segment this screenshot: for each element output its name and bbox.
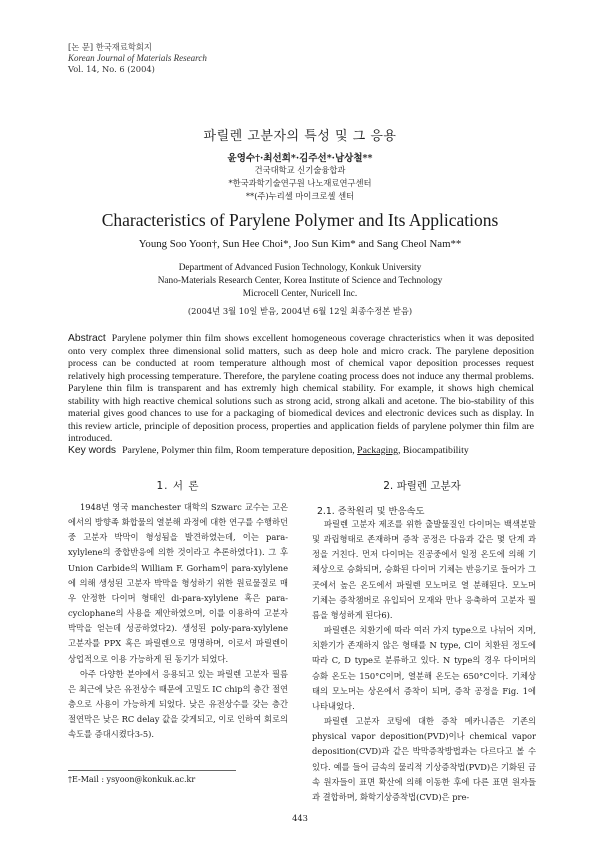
authors-english: Young Soo Yoon†, Sun Hee Choi*, Joo Sun Kim* and Sang Cheol Nam** <box>138 238 462 250</box>
abstract-label: Abstract <box>68 333 106 344</box>
affiliation-en-2: Nano-Materials Research Center, Korea Institute of Science and Technology <box>157 276 443 286</box>
journal-name-ko: [논 문] 한국재료학회지 <box>68 42 152 52</box>
keywords <box>68 444 534 457</box>
abstract <box>68 333 534 446</box>
abstract-text: Parylene polymer thin film shows excellent homogeneous coverage chracteristics when it was deposited onto very complex three dimensional solid matters, such as deep hole and micro crack. The parylene deposition process can be conducted at room temperature although most of chemical vapor deposition processes request relatively high processing temperature. Therefore, the parylene coating process does not induce any thermal problems. Parylene thin film is transparent and has extremly high chemical stability. For example, it shows high chemical stability with high reactive chemical solutions such as strong acid, strong alkali and acetone. The bio-stability of this material gives good chances to use for a packaging of biomedical devices and electronic devices such as display. In this review article, principle of deposition process, properties and application fields of parylene polymer thin film are introduced. <box>68 333 534 445</box>
keywords-text-end: , Biocampatibility <box>397 445 469 456</box>
affiliation-ko-1: 건국대학교 신기술융합과 <box>254 165 346 175</box>
title-korean: 파릴렌 고분자의 특성 및 그 응용 <box>203 129 397 144</box>
paragraph: 파릴렌은 치환기에 따라 여러 가지 type으로 나뉘어 지며, 치환기가 존재하지 않은 형태를 N type, Cl이 치환된 정도에 따라 C, D type로 분류하고 있다. N type의 경우 다이머의 승화 온도는 150°C이며, 열분해 온도는 650°C이다. 기체상태의 모노머는 상온에서 증착이 되며, 증착 공정을 Fig. 1에 나타내었다. <box>312 625 536 711</box>
keywords-text: Parylene, Polymer thin film, Room temperature deposition, <box>122 445 358 456</box>
keywords-label: Key words <box>68 445 117 456</box>
authors-korean: 윤영수†·최선희*·김주선*·남상철** <box>227 153 373 164</box>
section-1-heading: 1. 서 론 <box>156 480 200 492</box>
paragraph: 파릴렌 고분자 코팅에 대한 증착 메카니즘은 기존의 physical vapor deposition(PVD)이나 chemical vapor deposition(CVD)과 같은 박막증착방법과는 다르다고 볼 수 있다. 예를 들어 금속의 물리적 기상증착법(PVD)은 기화된 금속 원자들이 표면 확산에 의해 이동한 후에 다른 표면 원자들과 결합하며, 화학기상증착법(CVD)은 pre- <box>312 716 536 802</box>
keyword-underlined: Packaging <box>357 445 398 456</box>
affiliations-english <box>0 262 600 301</box>
paragraph: 1948년 영국 manchester 대학의 Szwarc 교수는 고온에서의 방향족 화합물의 열분해 과정에 대한 연구를 수행하던 중 고분자 박막이 형성됨을 발견하였는데, 이는 para-xylylene의 중합반응에 의한 것이라고 추론하였다1). 그 후 Union Carbide의 William F. Gorham이 para-xylylene에 의해 생성된 고분자 박막을 형성하기 위한 원료물질로 매우 안정한 다이머 형태인 di-para-xylylene 혹은 para-cyclophane의 사용을 제안하였으며, 이를 이용하여 고분자 박막을 얻는데 성공하였다2). 생성된 poly-para-xylylene 고분자를 PPX 혹은 파릴렌으로 명명하며, 이로서 파릴렌이 상업적으로 이용 가능하게 된 동기가 되었다. <box>68 502 288 664</box>
received-dates: (2004년 3월 10일 받음, 2004년 6월 12일 최종수정본 받음) <box>187 306 413 316</box>
affiliations-korean <box>0 164 600 203</box>
title-english: Characteristics of Parylene Polymer and Its Applications <box>101 210 499 230</box>
journal-name-en: Korean Journal of Materials Research <box>68 53 207 63</box>
affiliation-en-1: Department of Advanced Fusion Technology, Konkuk University <box>178 263 422 273</box>
footnote-rule <box>68 770 236 771</box>
paragraph: 파릴렌 고분자 제조를 위한 출발물질인 다이머는 백색분말 및 과립형태로 존재하며 증착 공정은 다음과 같은 몇 단계 과정을 거친다. 먼저 다이머는 진공중에서 일정 온도에 의해 기체상으로 승화되며, 승화된 다이머 기체는 반응기로 들어가 그곳에서 높은 온도에서 파릴렌 모노머로 열 분해된다. 모노머 기체는 증착챔버로 유입되어 모재와 만나 응축하여 고분자 필름을 형성하게 된다6). <box>312 519 536 620</box>
journal-volume: Vol. 14, No. 6 (2004) <box>68 64 155 74</box>
affiliation-ko-2: *한국과학기술연구원 나노재료연구센터 <box>228 178 372 188</box>
section-2-heading: 2. 파릴렌 고분자 <box>383 480 461 492</box>
journal-header <box>68 42 207 75</box>
affiliation-ko-3: **(주)누리셀 마이크로셀 센터 <box>245 191 355 201</box>
paragraph: 아주 다양한 분야에서 응용되고 있는 파릴렌 고분자 필름은 최근에 낮은 유전상수 때문에 고밀도 IC chip의 층간 절연층으로 사용이 가능하게 되었다. 낮은 유전상수를 갖는 층간 절연막은 낮은 RC delay 값을 갖게되고, 이로 인하여 회로의 속도를 증대시켰다3-5). <box>68 668 288 740</box>
left-column <box>68 500 288 743</box>
right-column <box>312 517 536 805</box>
affiliation-en-3: Microcell Center, Nuricell Inc. <box>242 289 358 299</box>
footnote-email: †E-Mail : ysyoon@konkuk.ac.kr <box>68 775 196 784</box>
section-2-1-heading: 2.1. 증착원리 및 반응속도 <box>317 506 425 517</box>
page-number: 443 <box>292 813 308 823</box>
